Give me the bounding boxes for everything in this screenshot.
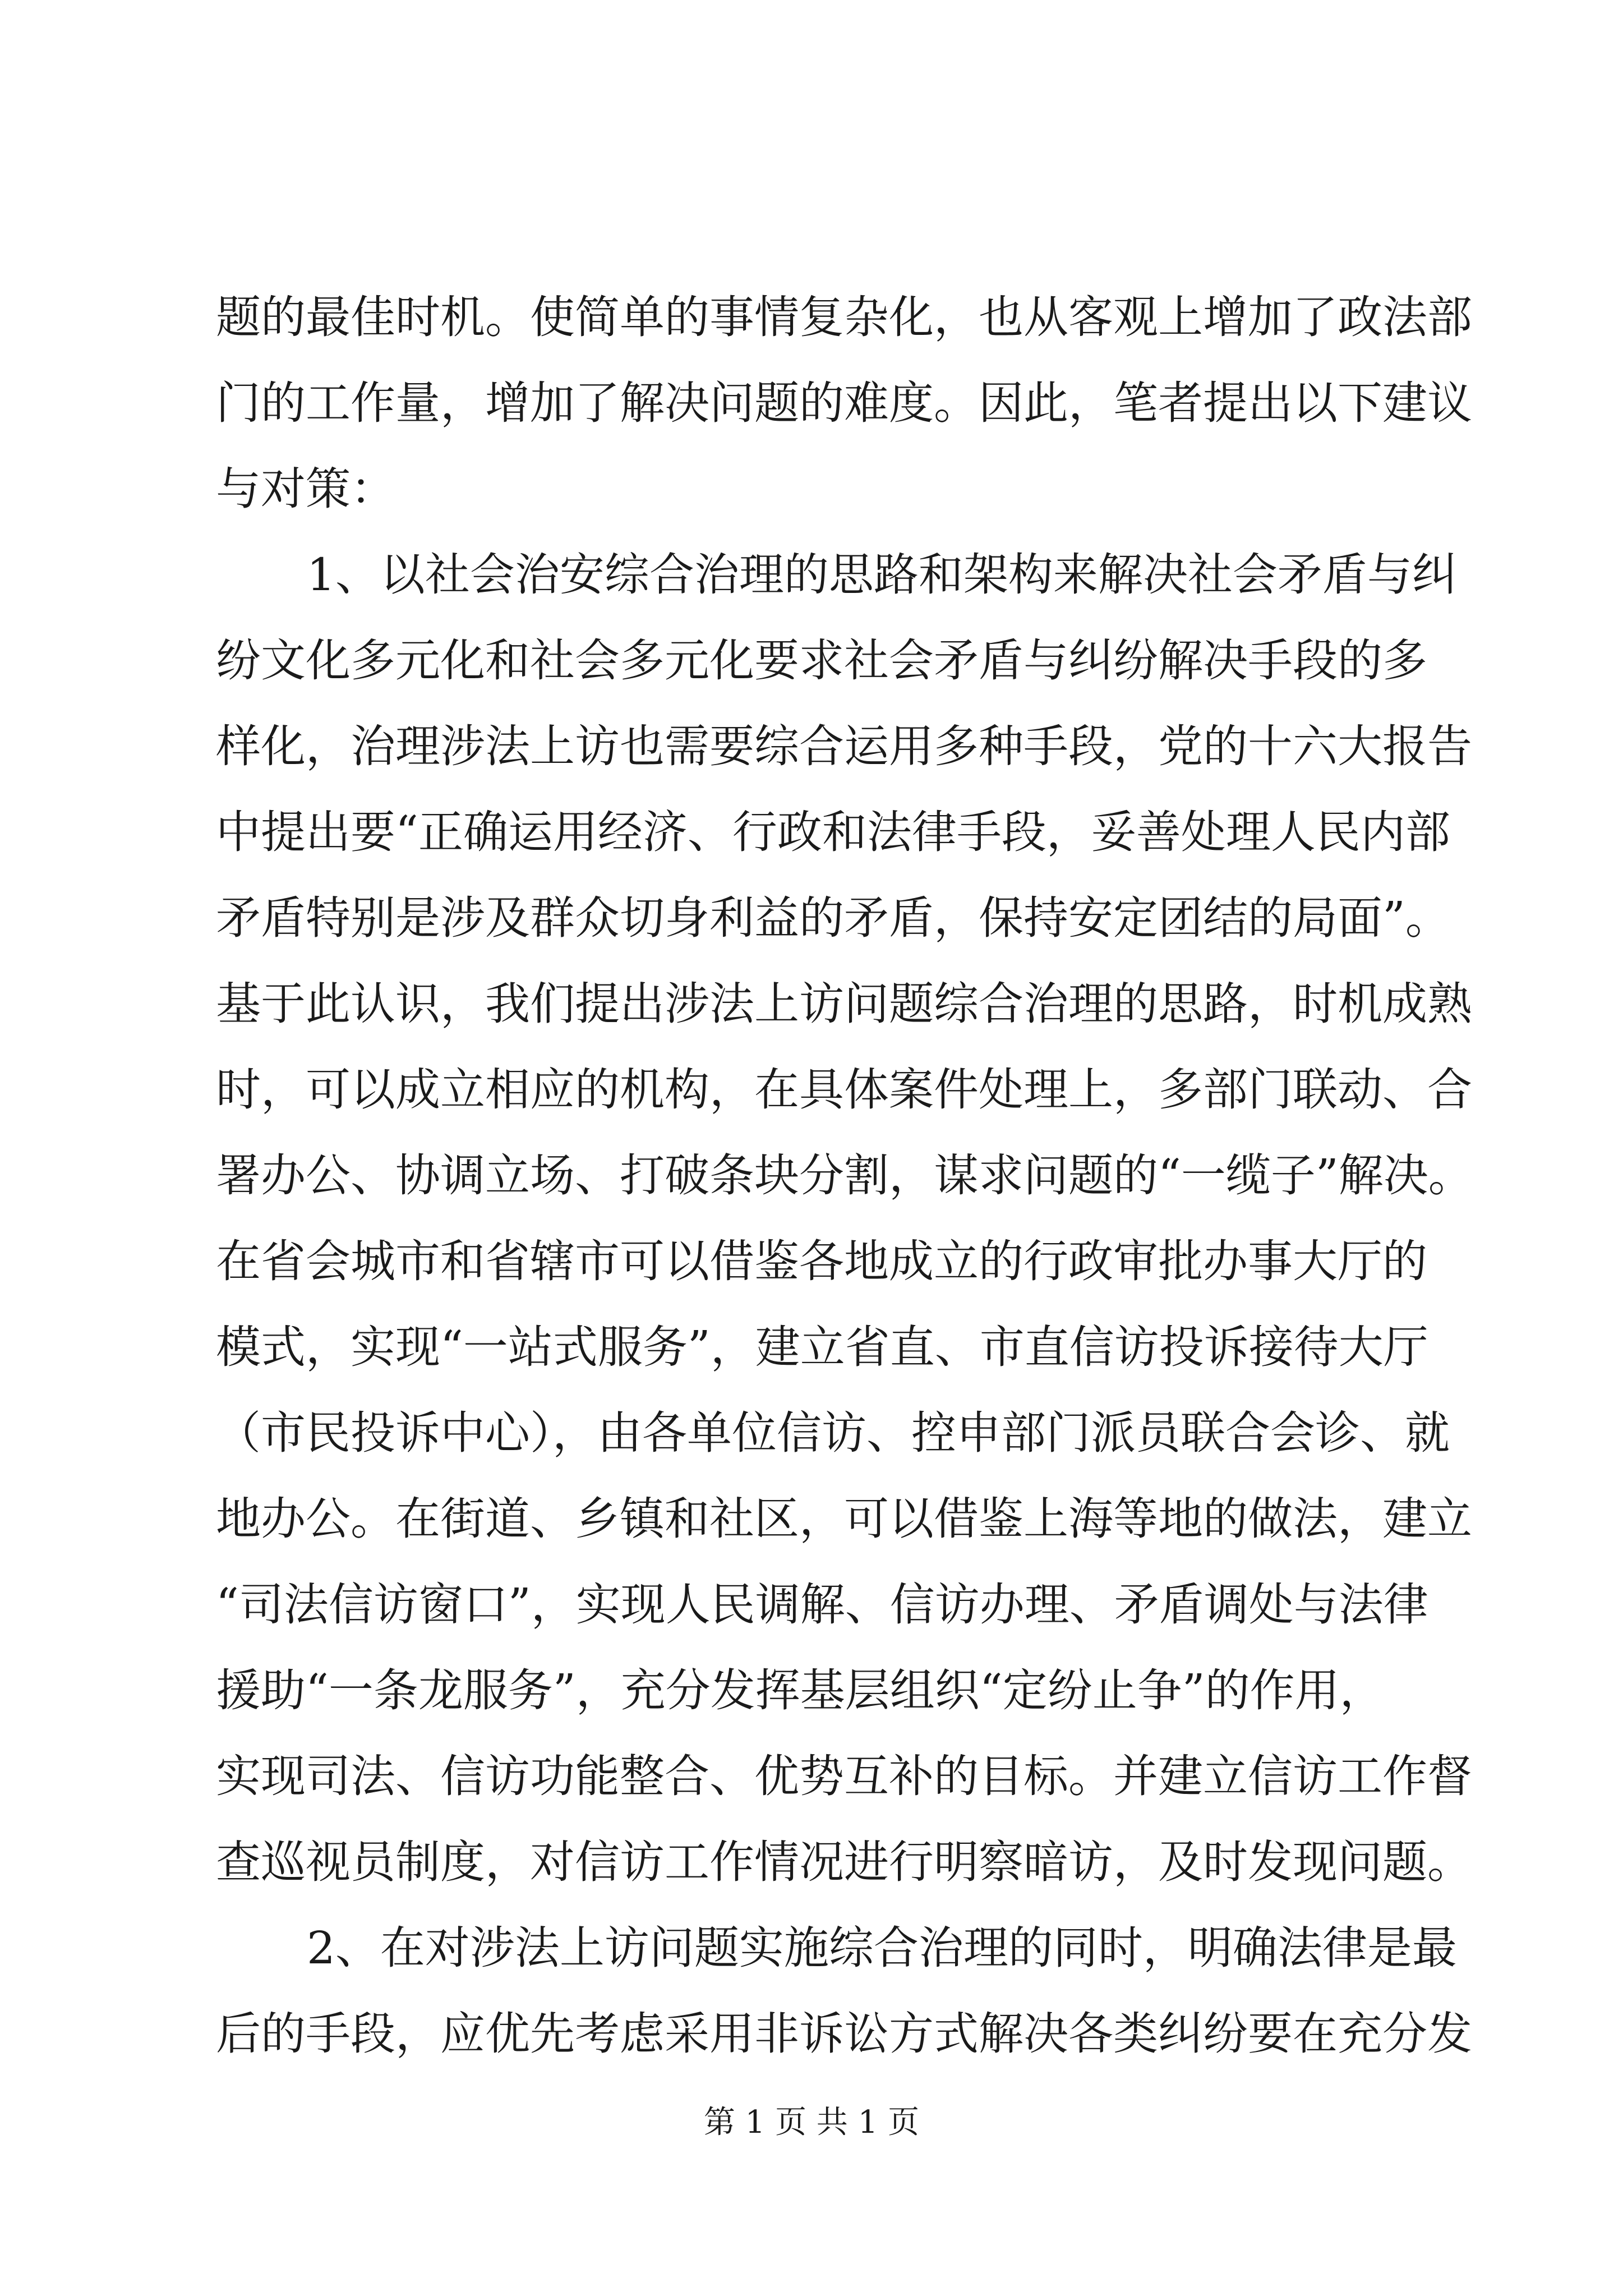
paragraph-2-first-line: 2、在对涉法上访问题实施综合治理的同时，明确法律是最 — [307, 1922, 1457, 1974]
body-text — [216, 291, 1473, 2095]
text-line: 署办公、协调立场、打破条块分割，谋求问题的“一缆子”解决。 — [216, 1149, 1473, 1202]
text-line: 门的工作量，增加了解决问题的难度。因此，笔者提出以下建议 — [216, 377, 1472, 429]
page-number-footer: 第 1 页 共 1 页 — [703, 2104, 920, 2141]
text-line: 模式，实现“一站式服务”，建立省直、市直信访投诉接待大厅 — [216, 1321, 1428, 1373]
text-line: （市民投诉中心），由各单位信访、控申部门派员联合会诊、就 — [216, 1407, 1450, 1459]
text-line: 与对策： — [216, 463, 395, 515]
paragraph-1-first-line: 1、以社会治安综合治理的思路和架构来解决社会矛盾与纠 — [307, 549, 1457, 601]
text-line: 中提出要“正确运用经济、行政和法律手段，妥善处理人民内部 — [216, 806, 1450, 858]
text-line: 在省会城市和省辖市可以借鉴各地成立的行政审批办事大厅的 — [216, 1235, 1427, 1287]
text-line: 地办公。在街道、乡镇和社区，可以借鉴上海等地的做法，建立 — [216, 1493, 1472, 1545]
text-line: 题的最佳时机。使简单的事情复杂化，也从客观上增加了政法部 — [216, 291, 1472, 343]
text-line: 后的手段，应优先考虑采用非诉讼方式解决各类纠纷要在充分发 — [216, 2008, 1472, 2060]
text-line: 基于此认识，我们提出涉法上访问题综合治理的思路，时机成熟 — [216, 978, 1472, 1030]
text-line: 援助“一条龙服务”，充分发挥基层组织“定纷止争”的作用， — [216, 1664, 1385, 1717]
text-line: “司法信访窗口”，实现人民调解、信访办理、矛盾调处与法律 — [216, 1579, 1428, 1631]
text-line: 查巡视员制度，对信访工作情况进行明察暗访，及时发现问题。 — [216, 1836, 1472, 1888]
text-line: 样化，治理涉法上访也需要综合运用多种手段，党的十六大报告 — [216, 720, 1472, 772]
text-line: 时，可以成立相应的机构，在具体案件处理上，多部门联动、合 — [216, 1064, 1472, 1116]
text-line: 纷文化多元化和社会多元化要求社会矛盾与纠纷解决手段的多 — [216, 634, 1427, 687]
text-line: 实现司法、信访功能整合、优势互补的目标。并建立信访工作督 — [216, 1750, 1472, 1802]
text-line: 矛盾特别是涉及群众切身利益的矛盾，保持安定团结的局面”。 — [216, 892, 1450, 944]
